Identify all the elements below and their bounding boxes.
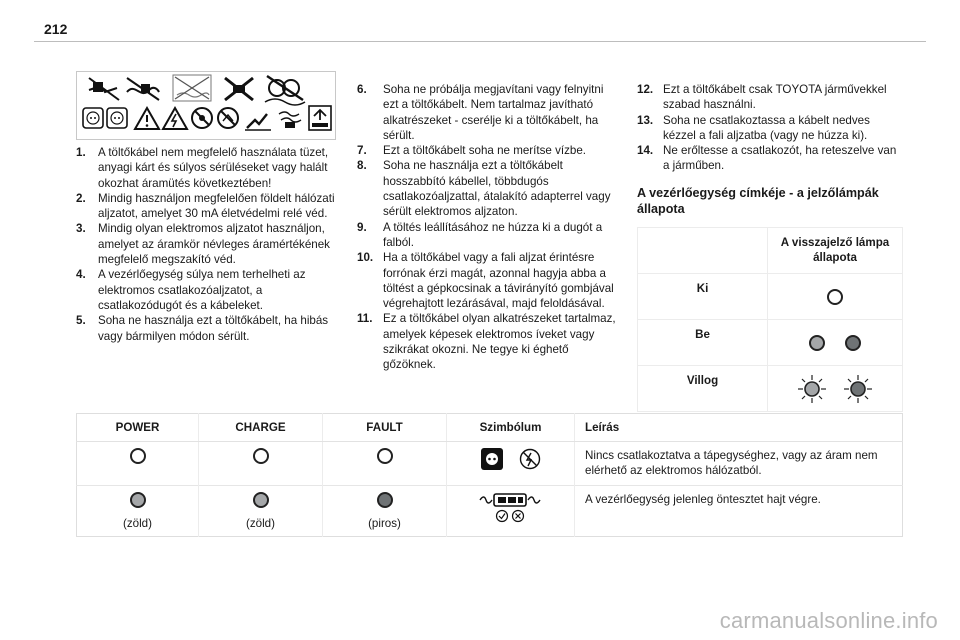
do-not-unplug-icon <box>218 108 238 128</box>
list-item: 5. Soha ne használja ezt a töltőkábelt, ha hibás vagy bármilyen módon sérült. <box>76 314 329 343</box>
charge-lamp-off-icon <box>253 448 269 464</box>
lamp-color-caption: (zöld) <box>123 516 152 530</box>
lamp-table-empty-header <box>638 228 768 274</box>
lamp-on-green-icon <box>809 335 825 351</box>
page-number: 212 <box>44 21 68 37</box>
lamp-on-red-icon <box>845 335 861 351</box>
fault-lamp-on-icon <box>377 492 393 508</box>
lamp-color-caption: (zöld) <box>246 516 275 530</box>
lamp-color-caption: (piros) <box>368 516 401 530</box>
control-unit-self-test-icon <box>478 492 544 524</box>
list-item: 9. A töltés leállításához ne húzza ki a dugót a falból. <box>357 220 603 249</box>
status-description: A vezérlőegység jelenleg öntesztet hajt végre. <box>575 485 903 536</box>
lamp-blink-green-icon <box>794 374 830 404</box>
lamp-off-icon <box>827 289 843 305</box>
list-item: 7. Ezt a töltőkábelt soha ne merítse vízbe. <box>357 144 586 158</box>
table-row <box>638 366 903 412</box>
list-column-2 <box>357 82 620 373</box>
no-extension-cord-icon <box>89 78 119 100</box>
list-item: 3. Mindig olyan elektromos aljzatot használjon, amelyet az áramkör névleges áramértékének megfelelő megszakító véd. <box>76 222 330 267</box>
list-column-1 <box>76 145 338 344</box>
column-header-charge: CHARGE <box>199 414 323 442</box>
power-plug-icon <box>481 448 503 470</box>
list-item: 1. A töltőkábel nem megfelelő használata tüzet, anyagi kárt és súlyos sérüléseket vagy halált okozhat áramütés következtében! <box>76 146 329 190</box>
outlet-icon <box>107 108 127 128</box>
list-item: 4. A vezérlőegység súlya nem terhelheti az elektromos csatlakozóaljzatot, a csatlakozódugót és a kábeleket. <box>76 268 306 312</box>
warning-label-box <box>76 71 336 140</box>
header-rule <box>34 41 926 42</box>
list-item: 8. Soha ne használja ezt a töltőkábelt hosszabbító kábellel, többdugós csatlakozóaljzattal, átalakító adapterrel vagy sérült elektromos aljzaton. <box>357 159 611 219</box>
lamp-state-label: Ki <box>638 274 768 320</box>
status-table <box>76 413 903 537</box>
table-row <box>77 442 903 486</box>
outlet-icon <box>83 108 103 128</box>
fault-lamp-off-icon <box>377 448 393 464</box>
handle-with-care-icon <box>309 106 331 130</box>
electric-hazard-icon <box>163 108 187 129</box>
table-row <box>638 274 903 320</box>
no-water-icon <box>173 75 211 101</box>
table-row <box>638 320 903 366</box>
lamp-state-label: Villog <box>638 366 768 412</box>
watermark-link[interactable]: carmanualsonline.info <box>719 608 938 633</box>
column-header-power: POWER <box>77 414 199 442</box>
list-item: 6. Soha ne próbálja megjavítani vagy felnyitni ezt a töltőkábelt. Nem tartalmaz javítható alkatrészeket - cserélje ki a töltőkábelt, ha sérült. <box>357 83 604 142</box>
warning-label-pictograms <box>77 72 335 139</box>
power-lamp-on-icon <box>130 492 146 508</box>
no-submerge-icon <box>279 112 301 128</box>
column-header-symbol: Szimbólum <box>447 414 575 442</box>
warning-triangle-icon <box>135 108 159 129</box>
no-adapter-icon <box>127 78 159 100</box>
power-lamp-off-icon <box>130 448 146 464</box>
list-item: 13. Soha ne csatlakoztassa a kábelt nedves kézzel a fali aljzatba (vagy ne húzza ki). <box>637 113 870 142</box>
column-header-description: Leírás <box>575 414 903 442</box>
no-power-icon <box>519 448 541 470</box>
lamp-status-table <box>637 227 903 412</box>
charge-lamp-on-icon <box>253 492 269 508</box>
list-column-3 <box>637 82 905 217</box>
status-description: Nincs csatlakoztatva a tápegységhez, vagy az áram nem elérhető az elektromos hálózatból. <box>575 442 903 486</box>
lamp-section-heading: A vezérlőegység címkéje - a jelzőlámpák állapota <box>637 185 879 216</box>
column-header-fault: FAULT <box>323 414 447 442</box>
list-item: 12. Ezt a töltőkábelt csak TOYOTA járművekkel szabad használni. <box>637 83 887 112</box>
list-item: 2. Mindig használjon megfelelően földelt hálózati aljzatot, amelyet 30 mA életvédelmi relé véd. <box>76 191 335 221</box>
lamp-table-header: A visszajelző lámpa állapota <box>768 228 903 274</box>
lamp-state-label: Be <box>638 320 768 366</box>
no-repair-icon <box>225 78 253 100</box>
no-trip-icon <box>245 114 271 130</box>
no-submerge-icon <box>265 76 305 105</box>
list-item: 11. Ez a töltőkábel olyan alkatrészeket tartalmaz, amelyek képesek elektromos íveket vagy szikrákat okozni. Ne tegye ki éghető gőzöknek. <box>357 312 616 372</box>
no-pull-icon <box>192 108 212 128</box>
table-row <box>77 485 903 536</box>
list-item: 10. Ha a töltőkábel vagy a fali aljzat érintésre forrónak érzi magát, azonnal hagyja abba a töltést a gépkocsinak a távirányító gombjával végrehajtott lezárásával, majd feloldásával. <box>357 251 614 311</box>
list-item: 14. Ne erőltesse a csatlakozót, ha reteszelve van a járműben. <box>637 144 897 173</box>
lamp-blink-red-icon <box>840 374 876 404</box>
